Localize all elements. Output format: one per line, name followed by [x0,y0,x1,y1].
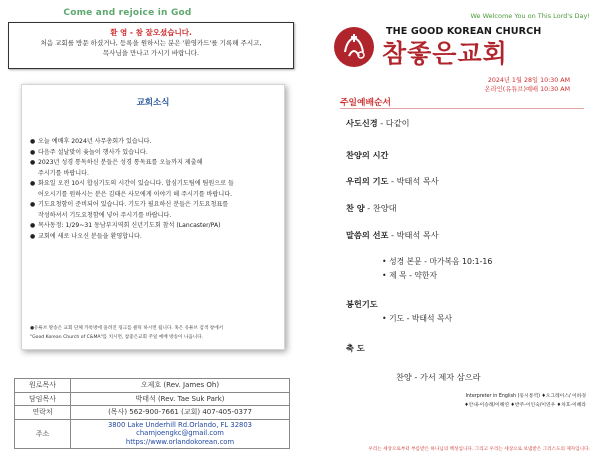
staff-label: 연락처 [15,406,71,420]
right-panel [306,0,600,464]
news-item: ● 목사동정: 1/29~31 동남부지역회 신년기도회 참석 (Lancaster/PA) [30,221,276,232]
news-text: 주시기를 바랍니다. [38,169,89,177]
order-item-title: 축 도 [346,343,365,353]
news-item: ● 교회에 새로 나오신 분들을 환영합니다. [30,232,276,243]
church-name-korean: 참좋은교회 [382,39,508,68]
order-item-detail: - 박태석 목사 [388,176,439,186]
table-row [15,406,290,420]
welcome-banner: We Welcome You on This Lord's Day! [470,12,590,20]
order-item [346,118,410,129]
news-text: 목사동정: 1/29~31 동남부지역회 신년기도회 참석 (Lancaster/PA) [38,222,221,229]
staff-label: 담임목사 [15,392,71,406]
offering-prayer: • 기도 - 박태석 목사 [382,314,453,323]
staff-label: 원로목사 [15,379,71,393]
order-item [346,299,378,310]
divider [340,108,584,109]
church-logo [334,27,374,67]
staff-table [14,378,290,449]
news-text: 어오시기를 원하시는 분은 김태은 사모에게 이야기 해 주시기를 바랍니다. [38,190,233,198]
table-row [15,379,290,393]
news-text: 2023년 성경 통독하신 분들은 성경 통독표를 오늘까지 제출해 [38,159,203,166]
order-item-title: 사도신경 [346,118,378,128]
church-name-english: THE GOOD KOREAN CHURCH [386,26,542,37]
email-link[interactable]: chamjoengkc@gmail.com [136,429,224,438]
welcome-line: 목사님을 만나고 가시기 바랍니다. [102,49,200,57]
order-item-detail: - 박태석 목사 [388,230,439,240]
news-text: 교회에 새로 나오신 분들을 환영합니다. [38,232,142,240]
note-line: "Good Korean Church of C&MA"를 치시면, 참좋은교회 주일 예배 방송이 나옵니다. [30,335,204,340]
address-label: 주소 [15,419,71,448]
news-text: 작성하셔서 기도요청함에 넣어 주시기를 바랍니다. [38,211,172,219]
order-item-title: 찬 양 [346,203,365,213]
closing-hymn: 찬양 - 가서 제자 삼으라 [396,372,481,382]
staff-value: 박태석 (Rev. Tae Suk Park) [71,392,290,406]
sermon-scripture: • 성경 본문 - 마가복음 10:1-16 [382,257,493,266]
news-list [30,137,276,242]
news-item: ● 화요일 오전 10시 합심기도의 시간이 있습니다. 합심기도팀에 팀원으로 들 어오시기를 원하시는 분은 김태은 사모에게 이야기 해 주시기를 바랍니다. [30,179,276,200]
church-news-card [21,84,285,350]
order-of-worship-title: 주일예배순서 [340,98,391,108]
staff-value: 오제호 (Rev. James Oh) [71,379,290,393]
news-text: 다음주 설날맞이 윷놀이 행사가 있습니다. [38,148,148,156]
news-text: 화요일 오전 10시 합심기도의 시간이 있습니다. 합심기도팀에 팀원으로 들 [38,180,234,187]
order-item-title: 찬양의 시간 [346,150,389,160]
sermon-title: • 제 목 - 약한자 [382,271,437,280]
order-item [346,203,397,214]
order-item-title: 우리의 기도 [346,176,389,186]
order-item-title: 봉헌기도 [346,299,378,309]
news-title: 교회소식 [136,98,170,108]
website-link[interactable]: https://www.orlandokorean.com [125,437,235,446]
order-item [346,343,365,354]
news-text: 오늘 예배후 2024년 사무총회가 있습니다. [38,138,152,145]
welcome-line: 처음 교회를 방문 하셨거나, 등록을 원하시는 분은 '환영카드'를 기록해 주시고, [40,39,262,47]
address-cell [71,419,290,448]
interpreter-line: Interpreter in English (동시통역) ♦오그레이스/ 이하경 [465,394,586,399]
order-item [346,176,439,187]
youtube-note [30,324,278,342]
news-item: ● 다음주 설날맞이 윷놀이 행사가 있습니다. [30,148,276,159]
welcome-box [8,22,294,69]
church-logo-icon [337,30,371,64]
left-panel [0,0,296,464]
news-text: 기도요청함이 준비되어 있습니다. 기도가 필요하신 분들은 기도요청표를 [38,201,229,208]
note-line: ●유튜브 방송은 교회 단체 카톡방에 올려진 링크를 클릭 하시면 됩니다. 혹은 유튜브 검색 창에서 [30,326,224,331]
order-item-title: 말씀의 선포 [346,230,389,240]
welcome-title: 환 영 - 참 잘오셨습니다. [110,28,192,37]
news-item: ● 기도요청함이 준비되어 있습니다. 기도가 필요하신 분들은 기도요청표를 작성하셔서 기도요청함에 넣어 주시기를 바랍니다. [30,200,276,221]
contact-value: (목사) 562-900-7661 (교회) 407-405-0377 [71,406,290,420]
news-item: ● 오늘 예배후 2024년 사무총회가 있습니다. [30,137,276,148]
helpers-line: ♦안내-이승례/이해연 ♦반주-이인숙/이연우 ♦차호-이혜라 [464,403,586,408]
order-item [346,230,439,241]
footer-verse: 우리는 세상으로부터 부름받은 하나님의 백성입니다. 그리고 우리는 세상으로 보냄받은 그리스도의 제자입니다. [368,447,590,452]
news-item: ● 2023년 성경 통독하신 분들은 성경 통독표를 오늘까지 제출해 주시기를 바랍니다. [30,158,276,179]
order-item-detail: - 다같이 [377,118,410,128]
motto: Come and rejoice in God [63,8,192,18]
service-date: 2024년 1월 28일 10:30 AM [487,77,570,84]
table-row [15,419,290,448]
order-item [346,150,388,161]
table-row [15,392,290,406]
order-item-detail: - 찬양대 [364,203,397,213]
street-address: 3800 Lake Underhill Rd.Orlando, FL 32803 [107,420,252,429]
online-service-time: 온라인(유튜브)예배 10:30 AM [484,86,570,93]
